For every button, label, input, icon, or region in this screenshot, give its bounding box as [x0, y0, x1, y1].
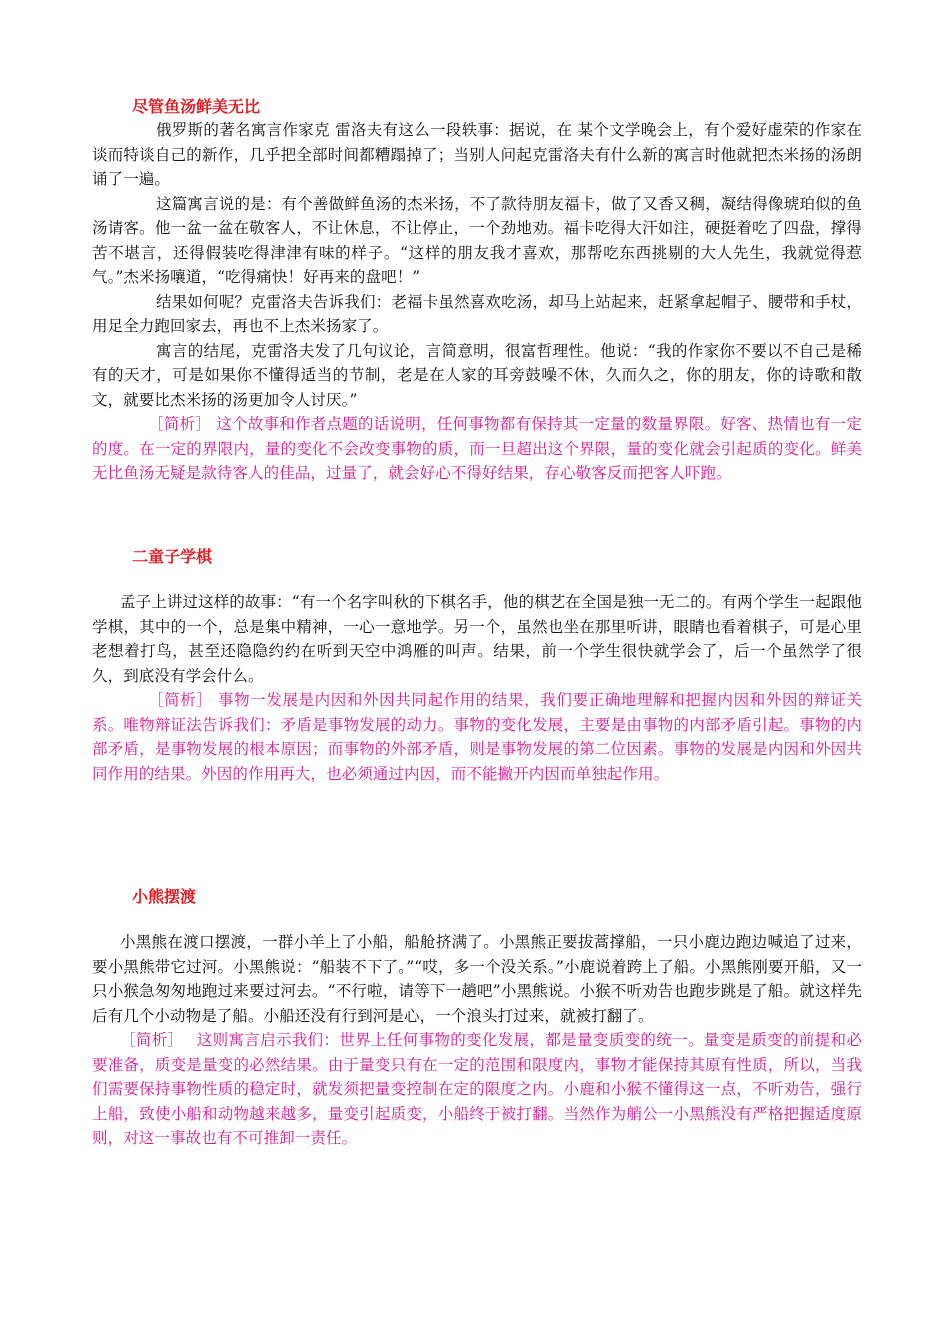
section-fish-soup: [92, 96, 862, 486]
body-paragraph: 小黑熊在渡口摆渡，一群小羊上了小船，船舱挤满了。小黑熊正要拔蒿撑船，一只小鹿边跑边喊追了过来，要小黑熊带它过河。小黑熊说：“船装不下了。”“哎，多一个没关系。”小鹿说着跨上了船。小黑熊刚要开船，又一只小猴急匆匆地跑过来要过河去。“不行啦，请等下一趟吧”小黑熊说。小猴不听劝告也跑步跳是了船。就这样先后有几个小动物是了船。小船还没有行到河是心，一个浪头打过来，就被打翻了。: [92, 933, 862, 1025]
analysis-paragraph: ［简析］ 这则寓言启示我们：世界上任何事物的变化发展，都是量变质变的统一。量变是质变的前提和必要准备，质变是量变的必然结果。由于量变只有在一定的范围和限度内，事物才能保持其原有性质，所以，当我们需要保持事物性质的稳定时，就发须把量变控制在定的限度之内。小鹿和小猴不懂得这一点，不听劝告，强行上船，致使小船和动物越来越多，量变引起质变，小船终于被打翻。当然作为艄公一小黑熊没有严格把握适度原则，对这一事故也有不可推卸一责任。: [92, 1031, 862, 1147]
analysis-paragraph: ［简析］ 事物一发展是内因和外因共同起作用的结果，我们要正确地理解和把握内因和外因的辩证关系。唯物辩证法告诉我们：矛盾是事物发展的动力。事物的变化发展，主要是由事物的内部矛盾引起。事物的内部矛盾，是事物发展的根本原因；而事物的外部矛盾，则是事物发展的第二位因素。事物的发展是内因和外因共同作用的结果。外因的作用再大，也必须通过内因，而不能撇开内因而单独起作用。: [92, 691, 862, 783]
body-paragraph: 寓言的结尾，克雷洛夫发了几句议论，言简意明，很富哲理性。他说：“我的作家你不要以不自己是稀有的天才，可是如果你不懂得适当的节制，老是在人家的耳旁鼓噪不休，久而久之，你的朋友，你的诗歌和散文，就要比杰米扬的汤更加令人讨厌。”: [92, 341, 862, 409]
body-paragraph: 结果如何呢？克雷洛夫告诉我们：老福卡虽然喜欢吃汤，却马上站起来，赶紧拿起帽子、腰带和手杖，用足全力跑回家去，再也不上杰米扬家了。: [92, 292, 862, 335]
section-bear-ferry: [92, 886, 862, 1151]
section-title: 尽管鱼汤鲜美无比: [132, 97, 261, 116]
body-paragraph: 孟子上讲过这样的故事：“有一个名字叫秋的下棋名手，他的棋艺在全国是独一无二的。有两个学生一起跟他学棋，其中的一个，总是集中精神，一心一意地学。另一个，虽然也坐在那里听讲，眼睛也看着棋子，可是心里老想着打鸟，甚至还隐隐约约在听到天空中鸿雁的叫声。结果，前一个学生很快就学会了，后一个虽然学了很久，到底没有学会什么。: [92, 593, 862, 685]
body-paragraph: 这篇寓言说的是：有个善做鲜鱼汤的杰米扬，不了款待朋友福卡，做了又香又稠，凝结得像琥珀似的鱼汤请客。他一盆一盆在敬客人，不让休息，不让停止，一个劲地劝。福卡吃得大汗如注，硬挺着吃了四盘，撑得苦不堪言，还得假装吃得津津有味的样子。“这样的朋友我才喜欢，那帮吃东西挑剔的大人先生，我就觉得惹气。”杰米扬嚷道，“吃得痛快！好再来的盘吧！”: [92, 194, 862, 286]
section-two-boys-chess: [92, 546, 862, 786]
section-title: 小熊摆渡: [132, 887, 197, 906]
body-paragraph: 俄罗斯的著名寓言作家克 雷洛夫有这么一段轶事：据说，在 某个文学晚会上，有个爱好虚荣的作家在谈而特谈自己的新作，几乎把全部时间都糟蹋掉了；当别人问起克雷洛夫有什么新的寓言时他就把杰米扬的汤朗诵了一遍。: [92, 121, 862, 188]
analysis-paragraph: ［简析］ 这个故事和作者点题的话说明，任何事物都有保持其一定量的数量界限。好客、热情也有一定的度。在一定的界限内，量的变化不会改变事物的质，而一旦超出这个界限，量的变化就会引起质的变化。鲜美无比鱼汤无疑是款待客人的佳品，过量了，就会好心不得好结果，存心敬客反而把客人吓跑。: [92, 415, 862, 482]
section-title: 二童子学棋: [132, 547, 213, 566]
